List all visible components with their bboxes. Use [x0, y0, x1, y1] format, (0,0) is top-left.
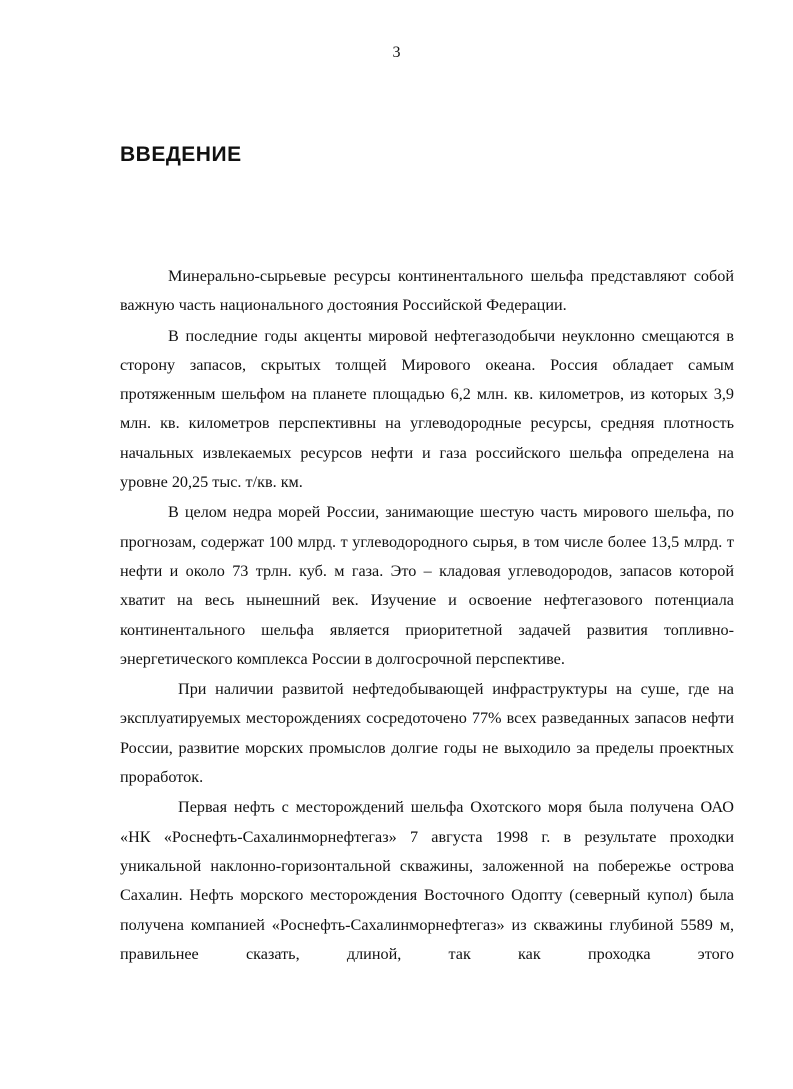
paragraph-subsoil-forecast: В целом недра морей России, занимающие шестую часть мирового шельфа, по прогнозам, содержат 100 млрд. т углеводородного сырья, в том числе более 13,5 млрд. т нефти и около 73 трлн. куб. м газа. Это – кладовая углеводородов, запасов которой хватит на весь нынешний век. Изучение и освоение нефтегазового потенциала континентального шельфа является приоритетной задачей развития топливно-энергетического комплекса России в долгосрочной перспективе.: [120, 503, 734, 668]
paragraph-offshore-shift: В последние годы акценты мировой нефтегазодобычи неуклонно смещаются в сторону запасов, скрытых толщей Мирового океана. Россия обладает самым протяженным шельфом на планете площадью 6,2 млн. кв. километров, из которых 3,9 млн. кв. километров перспективны на углеводородные ресурсы, средняя плотность начальных извлекаемых ресурсов нефти и газа российского шельфа определена на уровне 20,25 тыс. т/кв. км.: [120, 326, 734, 492]
paragraph-mineral-resources: Минерально-сырьевые ресурсы континентального шельфа представляют собой важную часть национального достояния Российской Федерации.: [120, 267, 734, 315]
paragraph-first-oil: Первая нефть с месторождений шельфа Охотского моря была получена ОАО «НК «Роснефть-Сахалинморнефтегаз» 7 августа 1998 г. в результате проходки уникальной наклонно-горизонтальной скважины, заложенной на побережье острова Сахалин. Нефть морского месторождения Восточного Одопту (северный купол) была получена компанией «Роснефть-Сахалинморнефтегаз» из скважины глубиной 5589 м, правильнее сказать, длиной, так как проходка этого: [120, 798, 734, 963]
body-text: [120, 262, 734, 969]
page-number: 3: [392, 44, 401, 61]
paragraph-onshore-infrastructure: При наличии развитой нефтедобывающей инфраструктуры на суше, где на эксплуатируемых месторождениях сосредоточено 77% всех разведанных запасов нефти России, развитие морских промыслов долгие годы не выходило за пределы проектных проработок.: [120, 680, 734, 787]
section-heading: ВВЕДЕНИЕ: [120, 143, 242, 166]
